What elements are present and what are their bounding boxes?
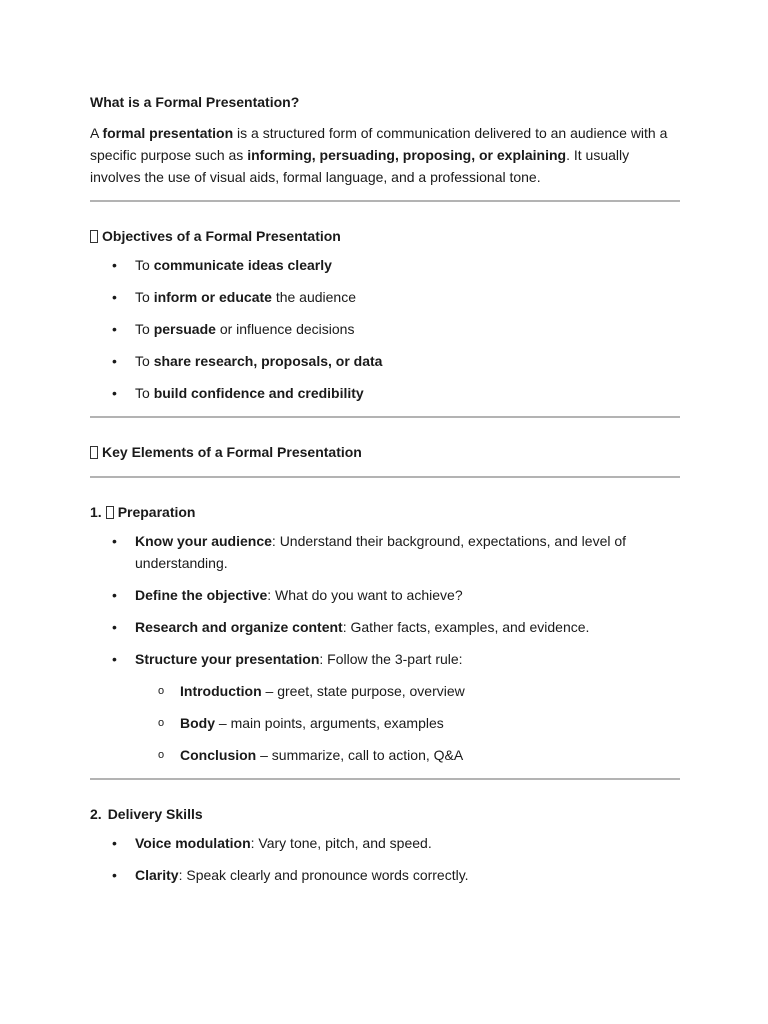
item-text: – summarize, call to action, Q&A xyxy=(256,747,464,763)
item-text: : Gather facts, examples, and evidence. xyxy=(342,619,590,635)
list-item xyxy=(90,530,680,574)
item-bold: Clarity xyxy=(135,867,179,883)
list-item xyxy=(90,318,680,340)
item-bold: Know your audience xyxy=(135,533,272,549)
list-item xyxy=(90,382,680,404)
list-item xyxy=(90,616,680,638)
missing-glyph-icon xyxy=(106,506,114,519)
item-text: – greet, state purpose, overview xyxy=(261,683,465,699)
item-prefix: To xyxy=(135,385,154,401)
structure-sublist xyxy=(90,680,680,766)
item-prefix: To xyxy=(135,321,154,337)
list-item xyxy=(90,648,680,670)
item-text: : Follow the 3-part rule: xyxy=(319,651,463,667)
list-item xyxy=(90,254,680,276)
item-bold: build confidence and credibility xyxy=(153,385,364,401)
document-content xyxy=(90,88,680,886)
list-item xyxy=(90,584,680,606)
item-bold: Body xyxy=(180,715,215,731)
item-prefix: To xyxy=(135,289,154,305)
item-bold: share research, proposals, or data xyxy=(153,353,383,369)
intro-bold-2: informing, persuading, proposing, or explaining xyxy=(247,147,567,163)
item-bold: communicate ideas clearly xyxy=(153,257,332,273)
key-elements-title: Key Elements of a Formal Presentation xyxy=(102,444,362,460)
preparation-title: Preparation xyxy=(117,504,196,520)
divider xyxy=(90,200,680,202)
divider xyxy=(90,778,680,780)
item-prefix: To xyxy=(135,257,154,273)
divider xyxy=(90,476,680,478)
item-suffix: or influence decisions xyxy=(215,321,355,337)
item-bold: inform or educate xyxy=(153,289,272,305)
item-bold: Research and organize content xyxy=(135,619,343,635)
document-title: What is a Formal Presentation? xyxy=(90,94,300,110)
item-suffix: the audience xyxy=(271,289,357,305)
item-text: : Vary tone, pitch, and speed. xyxy=(250,835,432,851)
item-bold: Conclusion xyxy=(180,747,257,763)
item-bold: Structure your presentation xyxy=(135,651,320,667)
item-bold: persuade xyxy=(153,321,216,337)
intro-text-2: is a structured form of communication delivered to an audience with a specific purpose such as xyxy=(90,125,668,163)
missing-glyph-icon xyxy=(90,446,98,459)
item-bold: Voice modulation xyxy=(135,835,251,851)
objectives-title: Objectives of a Formal Presentation xyxy=(102,228,341,244)
missing-glyph-icon xyxy=(90,230,98,243)
delivery-heading xyxy=(90,802,680,826)
sub-list-item xyxy=(90,680,680,702)
objectives-heading xyxy=(90,224,680,248)
intro-text-3: . It usually involves the use of visual aids, formal language, and a professional tone. xyxy=(90,147,630,185)
sub-list-item xyxy=(90,712,680,734)
intro-bold-1: formal presentation xyxy=(102,125,234,141)
list-item xyxy=(90,350,680,372)
intro-paragraph xyxy=(90,122,680,188)
divider xyxy=(90,416,680,418)
preparation-list xyxy=(90,530,680,670)
item-prefix: To xyxy=(135,353,154,369)
item-text: : What do you want to achieve? xyxy=(267,587,463,603)
list-item xyxy=(90,864,680,886)
item-text: – main points, arguments, examples xyxy=(215,715,444,731)
item-text: : Understand their background, expectations, and level of understanding. xyxy=(135,533,627,571)
section-number: 2. xyxy=(90,806,102,822)
preparation-heading xyxy=(90,500,680,524)
delivery-list xyxy=(90,832,680,886)
delivery-title: Delivery Skills xyxy=(107,806,203,822)
list-item xyxy=(90,832,680,854)
objectives-list xyxy=(90,254,680,404)
key-elements-heading xyxy=(90,440,680,464)
item-bold: Introduction xyxy=(180,683,262,699)
sub-list-item xyxy=(90,744,680,766)
intro-text-1: A xyxy=(90,125,103,141)
item-bold: Define the objective xyxy=(135,587,268,603)
item-text: : Speak clearly and pronounce words correctly. xyxy=(178,867,469,883)
section-number: 1. xyxy=(90,504,102,520)
list-item xyxy=(90,286,680,308)
